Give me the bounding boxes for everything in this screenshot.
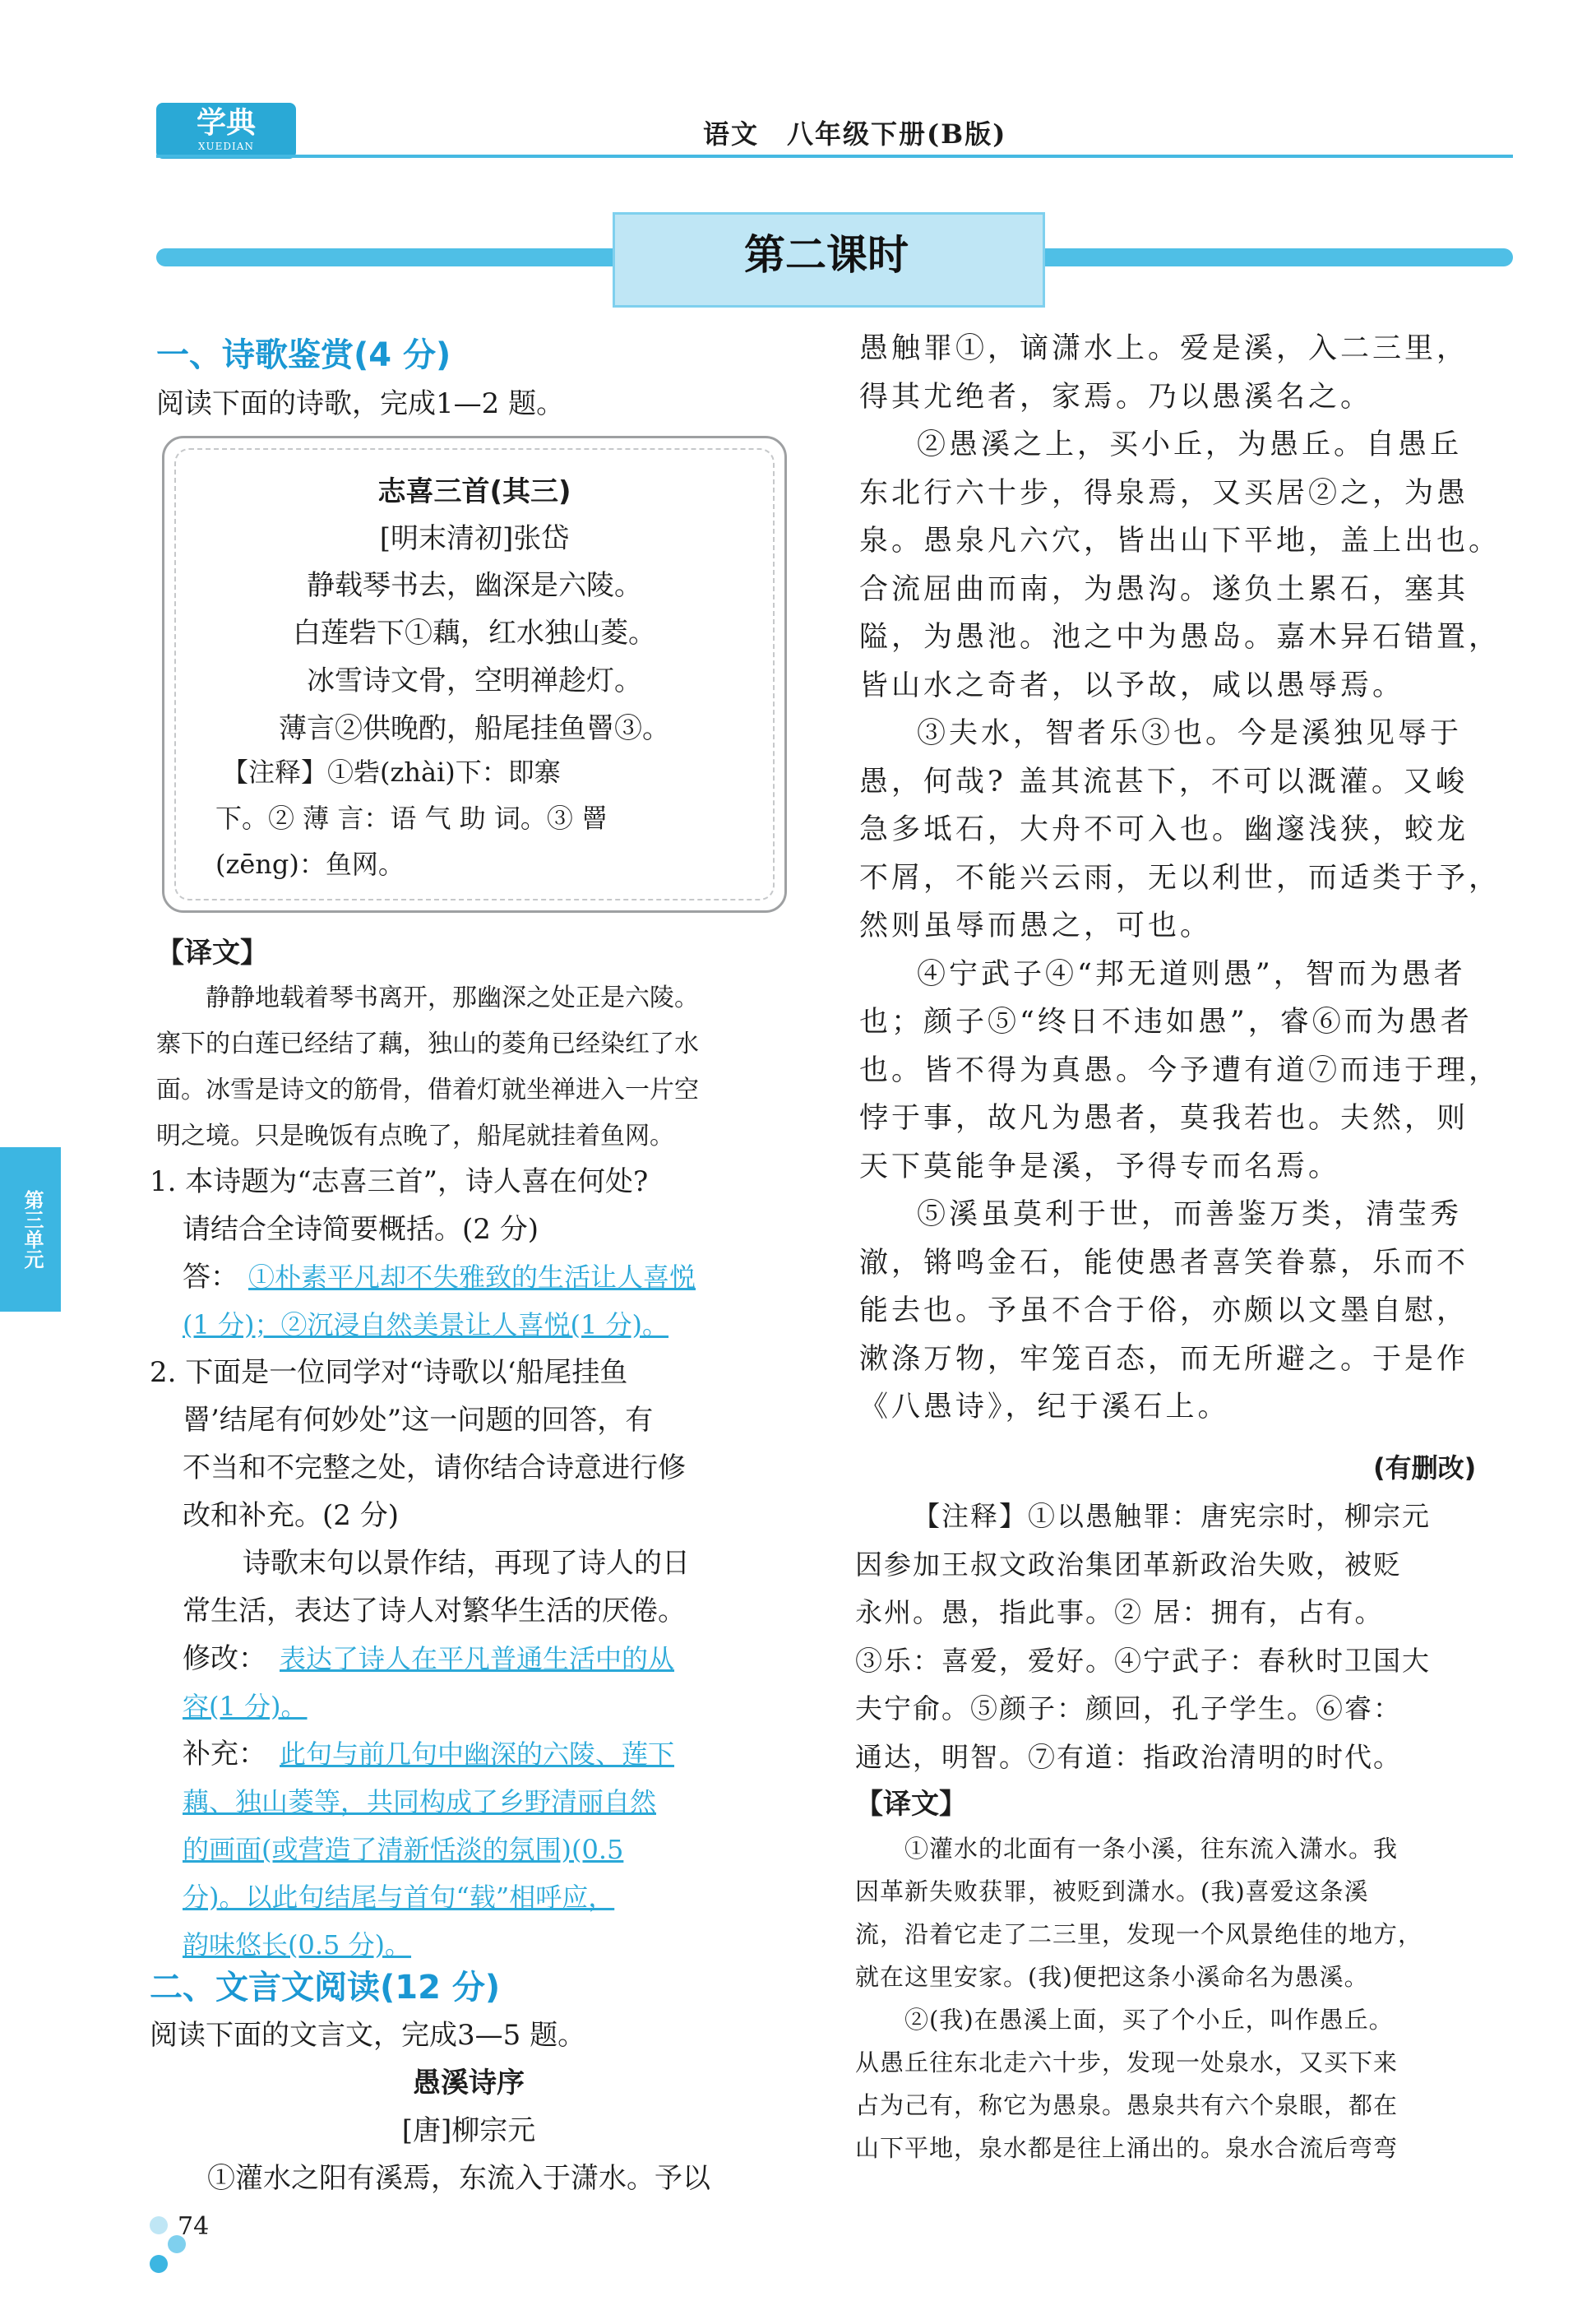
note-line: 通达，明智。⑦有道：指政治清明的时代。 bbox=[855, 1740, 1402, 1773]
essay-line: 澈，锵鸣金石，能使愚者喜笑眷慕，乐而不 bbox=[859, 1246, 1469, 1280]
essay-line: 隘，为愚池。池之中为愚岛。嘉木异石错置， bbox=[859, 621, 1501, 654]
essay-translation-line: 因革新失败获罪，被贬到潇水。(我)喜爱这条溪 bbox=[855, 1877, 1369, 1905]
essay-translation-line: ①灌水的北面有一条小溪，往东流入潇水。我 bbox=[904, 1835, 1399, 1863]
note-line: ③乐：喜爱，爱好。④宁武子：春秋时卫国大 bbox=[855, 1644, 1431, 1677]
logo-sub-text: XUEDIAN bbox=[198, 141, 254, 152]
unit-tab: 第三单元 bbox=[0, 1147, 61, 1312]
poem-line: 冰雪诗文骨，空明禅趁灯。 bbox=[307, 664, 642, 697]
poem-title: 志喜三首(其三) bbox=[377, 475, 571, 508]
note-line: 永州。愚，指此事。② 居：拥有，占有。 bbox=[855, 1596, 1384, 1628]
translation-line: 寨下的白莲已经结了藕，独山的菱角已经染红了水 bbox=[156, 1030, 699, 1058]
supplement-prefix: 补充： bbox=[183, 1738, 266, 1771]
answer-prefix: 答： bbox=[183, 1261, 238, 1294]
page-number: 74 bbox=[178, 2212, 210, 2241]
essay-title: 愚溪诗序 bbox=[413, 2067, 525, 2099]
essay-translation-label: 【译文】 bbox=[855, 1788, 967, 1821]
note-line: 因参加王叔文政治集团革新政治失败，被贬 bbox=[855, 1548, 1402, 1581]
essay-line: 也；颜子⑤“终日不违如愚”，睿⑥而为愚者 bbox=[859, 1006, 1473, 1039]
section1-instruction: 阅读下面的诗歌，完成1—2 题。 bbox=[156, 387, 565, 420]
essay-line: ⑤溪虽莫利于世，而善鉴万类，清莹秀 bbox=[917, 1198, 1463, 1231]
poem-note-line: (zēng)：鱼网。 bbox=[215, 849, 405, 880]
essay-line: 东北行六十步，得泉焉，又买居②之，为愚 bbox=[859, 476, 1469, 510]
header-rule bbox=[156, 155, 1513, 158]
supplement-line: 藕、独山菱等，共同构成了乡野清丽自然 bbox=[183, 1786, 657, 1817]
quoted-answer-line: 常生活，表达了诗人对繁华生活的厌倦。 bbox=[183, 1595, 686, 1627]
translation-line: 静静地载着琴书离开，那幽深之处正是六陵。 bbox=[206, 984, 699, 1012]
essay-line: 悖于事，故凡为愚者，莫我若也。夫然，则 bbox=[859, 1102, 1469, 1135]
poem-line: 薄言②供晚酌，船尾挂鱼罾③。 bbox=[279, 712, 670, 745]
translation-line: 明之境。只是晚饭有点晚了，船尾就挂着鱼网。 bbox=[156, 1122, 674, 1150]
essay-line: 愚触罪①，谪潇水上。爱是溪，入二三里， bbox=[859, 332, 1469, 365]
poem-line: 白莲砦下①藕，红水独山菱。 bbox=[293, 617, 656, 650]
answer-line: (1 分)；②沉浸自然美景让人喜悦(1 分)。 bbox=[183, 1309, 669, 1340]
essay-line: 愚，何哉? 盖其流甚下，不可以溉灌。又峻 bbox=[859, 765, 1468, 799]
essay-author: [唐]柳宗元 bbox=[401, 2114, 536, 2147]
quoted-answer-line: 诗歌末句以景作结，再现了诗人的日 bbox=[243, 1547, 690, 1580]
essay-notes bbox=[855, 1493, 1521, 1781]
essay-line: 皆山水之奇者，以予故，咸以愚辱焉。 bbox=[859, 669, 1405, 702]
essay-line: 能去也。予虽不合于俗，亦颇以文墨自慰， bbox=[859, 1294, 1469, 1327]
question-2-line: 2. 下面是一位同学对“诗歌以‘船尾挂鱼 bbox=[150, 1356, 628, 1389]
essay-line: ④宁武子④“邦无道则愚”，智而为愚者 bbox=[917, 957, 1466, 991]
poem-author: [明末清初]张岱 bbox=[379, 522, 570, 555]
question-2-line: 罾’结尾有何妙处”这一问题的回答，有 bbox=[183, 1404, 654, 1437]
section2-title: 二、文言文阅读(12 分) bbox=[150, 1969, 501, 2007]
essay-line: 不屑，不能兴云雨，无以利世，而适类于予， bbox=[859, 861, 1501, 895]
essay-line: 漱涤万物，牢笼百态，而无所避之。于是作 bbox=[859, 1342, 1469, 1376]
question-1-line: 1. 本诗题为“志喜三首”，诗人喜在何处? bbox=[150, 1165, 649, 1198]
essay-translation bbox=[855, 1827, 1521, 2169]
revise-line: 表达了诗人在平凡普通生活中的从 bbox=[280, 1643, 675, 1674]
essay-line: 然则虽辱而愚之，可也。 bbox=[859, 910, 1213, 942]
supplement-line: 韵味悠长(0.5 分)。 bbox=[183, 1929, 412, 1960]
essay-line: 也。皆不得为真愚。今予遭有道⑦而违于理， bbox=[859, 1053, 1501, 1087]
note-line: 夫宁俞。⑤颜子：颜回，孔子学生。⑥睿： bbox=[855, 1692, 1402, 1724]
essay-translation-line: 占为己有，称它为愚泉。愚泉共有六个泉眼，都在 bbox=[855, 2091, 1399, 2119]
translation-label: 【译文】 bbox=[156, 937, 268, 970]
essay-line: ②愚溪之上，买小丘，为愚丘。自愚丘 bbox=[917, 428, 1463, 461]
essay-translation-line: 山下平地，泉水都是往上涌出的。泉水合流后弯弯 bbox=[855, 2134, 1399, 2162]
translation-line: 面。冰雪是诗文的筋骨，借着灯就坐禅进入一片空 bbox=[156, 1076, 699, 1104]
essay-line: 天下莫能争是溪，予得专而名焉。 bbox=[859, 1150, 1341, 1183]
essay-line: 合流屈曲而南，为愚沟。遂负土累石，塞其 bbox=[859, 572, 1469, 606]
essay-translation-line: 就在这里安家。(我)便把这条小溪命名为愚溪。 bbox=[855, 1963, 1369, 1991]
logo-main-text: 学典 bbox=[196, 105, 256, 140]
question-1-line: 请结合全诗简要概括。(2 分) bbox=[183, 1213, 539, 1246]
question-2-line: 不当和不完整之处，请你结合诗意进行修 bbox=[183, 1451, 686, 1484]
answer-line: ①朴素平凡却不失雅致的生活让人喜悦 bbox=[248, 1261, 696, 1293]
supplement-line: 此句与前几句中幽深的六陵、莲下 bbox=[280, 1738, 675, 1770]
section2-instruction: 阅读下面的文言文，完成3—5 题。 bbox=[150, 2019, 586, 2052]
revise-line: 容(1 分)。 bbox=[183, 1691, 308, 1722]
note-line: 【注释】①以愚触罪：唐宪宗时，柳宗元 bbox=[913, 1500, 1431, 1532]
lesson-title: 第二课时 bbox=[744, 231, 909, 279]
supplement-line: 的画面(或营造了清新恬淡的氛围)(0.5 bbox=[183, 1834, 624, 1865]
essay-body bbox=[859, 325, 1517, 1432]
essay-translation-line: 流，沿着它走了二三里，发现一个风景绝佳的地方， bbox=[855, 1920, 1423, 1948]
essay-line: 《八愚诗》，纪于溪石上。 bbox=[859, 1391, 1230, 1423]
hex-decoration bbox=[150, 2255, 168, 2273]
publisher-logo bbox=[156, 103, 296, 159]
poem-note-line: 下。② 薄 言：语 气 助 词。③ 罾 bbox=[215, 803, 608, 834]
essay-translation-line: ②(我)在愚溪上面，买了个小丘，叫作愚丘。 bbox=[904, 2006, 1394, 2034]
essay-line: 急多坻石，大舟不可入也。幽邃浅狭，蛟龙 bbox=[859, 813, 1469, 846]
essay-translation-line: 从愚丘往东北走六十步，发现一处泉水，又买下来 bbox=[855, 2048, 1399, 2076]
revise-prefix: 修改： bbox=[183, 1642, 266, 1675]
essay-line: ③夫水，智者乐③也。今是溪独见辱于 bbox=[917, 717, 1463, 750]
question-2-line: 改和补充。(2 分) bbox=[183, 1499, 399, 1532]
essay-line: 得其尤绝者，家焉。乃以愚溪名之。 bbox=[859, 380, 1373, 414]
essay-line: 泉。愚泉凡六穴，皆出山下平地，盖上出也。 bbox=[859, 525, 1501, 558]
source-note: (有删改) bbox=[1373, 1452, 1477, 1484]
supplement-line: 分)。以此句结尾与首句“载”相呼应， bbox=[183, 1882, 615, 1913]
essay-first-line: ①灌水之阳有溪焉，东流入于潇水。予以 bbox=[207, 2162, 710, 2195]
section1-title: 一、诗歌鉴赏(4 分) bbox=[156, 336, 451, 374]
poem-note-line: 【注释】①砦(zhài)下：即寨 bbox=[222, 757, 561, 788]
hex-decoration bbox=[150, 2216, 168, 2234]
book-title: 语文 八年级下册(B版) bbox=[703, 118, 1007, 150]
poem-line: 静载琴书去，幽深是六陵。 bbox=[307, 569, 642, 602]
